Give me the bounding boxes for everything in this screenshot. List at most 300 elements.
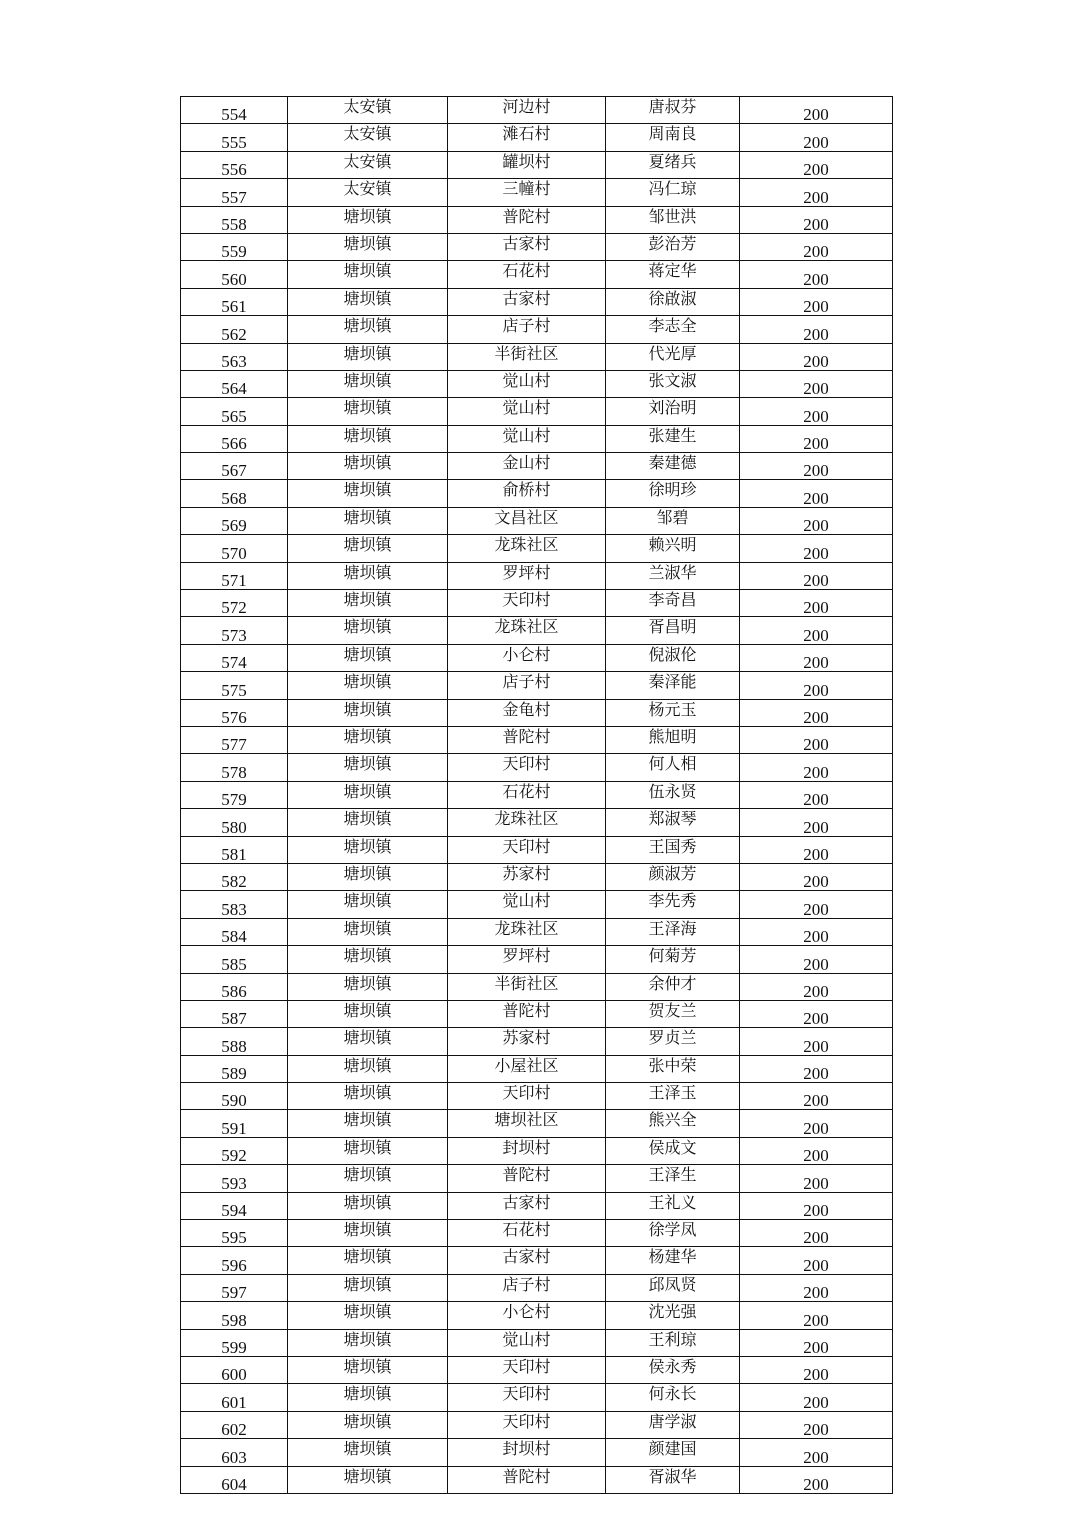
table-row — [181, 1274, 893, 1301]
amount-cell: 200 — [740, 699, 893, 726]
person-name-cell: 冯仁琼 — [606, 179, 740, 206]
village-cell: 天印村 — [448, 754, 606, 781]
town-cell: 太安镇 — [288, 151, 448, 178]
person-name-cell: 周南良 — [606, 124, 740, 151]
table-row — [181, 1028, 893, 1055]
row-number-cell: 569 — [181, 507, 288, 534]
village-cell: 普陀村 — [448, 206, 606, 233]
town-cell: 塘坝镇 — [288, 370, 448, 397]
amount-cell: 200 — [740, 453, 893, 480]
village-cell: 石花村 — [448, 781, 606, 808]
person-name-cell: 秦泽能 — [606, 672, 740, 699]
person-name-cell: 邹碧 — [606, 507, 740, 534]
amount-cell: 200 — [740, 398, 893, 425]
row-number-cell: 565 — [181, 398, 288, 425]
person-name-cell: 何人相 — [606, 754, 740, 781]
amount-cell: 200 — [740, 863, 893, 890]
village-cell: 觉山村 — [448, 425, 606, 452]
amount-cell: 200 — [740, 1165, 893, 1192]
row-number-cell: 604 — [181, 1466, 288, 1493]
amount-cell: 200 — [740, 261, 893, 288]
amount-cell: 200 — [740, 672, 893, 699]
village-cell: 石花村 — [448, 1220, 606, 1247]
person-name-cell: 李奇昌 — [606, 590, 740, 617]
table-row — [181, 1439, 893, 1466]
person-name-cell: 李先秀 — [606, 891, 740, 918]
town-cell: 塘坝镇 — [288, 1220, 448, 1247]
amount-cell: 200 — [740, 288, 893, 315]
amount-cell: 200 — [740, 179, 893, 206]
amount-cell: 200 — [740, 1274, 893, 1301]
person-name-cell: 唐学淑 — [606, 1411, 740, 1438]
table-row — [181, 425, 893, 452]
person-name-cell: 王泽生 — [606, 1165, 740, 1192]
amount-cell: 200 — [740, 617, 893, 644]
row-number-cell: 561 — [181, 288, 288, 315]
person-name-cell: 熊兴全 — [606, 1110, 740, 1137]
town-cell: 塘坝镇 — [288, 1439, 448, 1466]
row-number-cell: 580 — [181, 809, 288, 836]
person-name-cell: 徐明珍 — [606, 480, 740, 507]
row-number-cell: 577 — [181, 726, 288, 753]
row-number-cell: 558 — [181, 206, 288, 233]
row-number-cell: 568 — [181, 480, 288, 507]
amount-cell: 200 — [740, 644, 893, 671]
village-cell: 觉山村 — [448, 891, 606, 918]
table-row — [181, 124, 893, 151]
row-number-cell: 570 — [181, 535, 288, 562]
town-cell: 塘坝镇 — [288, 288, 448, 315]
amount-cell: 200 — [740, 836, 893, 863]
table-row — [181, 617, 893, 644]
village-cell: 半街社区 — [448, 973, 606, 1000]
person-name-cell: 王国秀 — [606, 836, 740, 863]
table-row — [181, 781, 893, 808]
town-cell: 塘坝镇 — [288, 946, 448, 973]
row-number-cell: 593 — [181, 1165, 288, 1192]
amount-cell: 200 — [740, 809, 893, 836]
row-number-cell: 555 — [181, 124, 288, 151]
row-number-cell: 576 — [181, 699, 288, 726]
person-name-cell: 唐叔芬 — [606, 97, 740, 124]
town-cell: 塘坝镇 — [288, 863, 448, 890]
amount-cell: 200 — [740, 781, 893, 808]
village-cell: 封坝村 — [448, 1137, 606, 1164]
row-number-cell: 554 — [181, 97, 288, 124]
town-cell: 塘坝镇 — [288, 1411, 448, 1438]
table-row — [181, 1165, 893, 1192]
person-name-cell: 邱凤贤 — [606, 1274, 740, 1301]
amount-cell: 200 — [740, 124, 893, 151]
person-name-cell: 颜淑芳 — [606, 863, 740, 890]
table-row — [181, 1302, 893, 1329]
village-cell: 觉山村 — [448, 370, 606, 397]
table-row — [181, 809, 893, 836]
village-cell: 石花村 — [448, 261, 606, 288]
person-name-cell: 赖兴明 — [606, 535, 740, 562]
table-row — [181, 918, 893, 945]
person-name-cell: 胥昌明 — [606, 617, 740, 644]
table-row — [181, 1192, 893, 1219]
amount-cell: 200 — [740, 233, 893, 260]
table-row — [181, 233, 893, 260]
amount-cell: 200 — [740, 1439, 893, 1466]
village-cell: 塘坝社区 — [448, 1110, 606, 1137]
town-cell: 塘坝镇 — [288, 754, 448, 781]
table-row — [181, 179, 893, 206]
person-name-cell: 郑淑琴 — [606, 809, 740, 836]
table-row — [181, 946, 893, 973]
amount-cell: 200 — [740, 946, 893, 973]
town-cell: 塘坝镇 — [288, 781, 448, 808]
amount-cell: 200 — [740, 316, 893, 343]
town-cell: 塘坝镇 — [288, 398, 448, 425]
person-name-cell: 兰淑华 — [606, 562, 740, 589]
person-name-cell: 蒋定华 — [606, 261, 740, 288]
town-cell: 塘坝镇 — [288, 1000, 448, 1027]
town-cell: 塘坝镇 — [288, 1083, 448, 1110]
village-cell: 普陀村 — [448, 1000, 606, 1027]
town-cell: 塘坝镇 — [288, 261, 448, 288]
town-cell: 塘坝镇 — [288, 590, 448, 617]
village-cell: 龙珠社区 — [448, 918, 606, 945]
town-cell: 塘坝镇 — [288, 1356, 448, 1383]
village-cell: 龙珠社区 — [448, 809, 606, 836]
amount-cell: 200 — [740, 1329, 893, 1356]
person-name-cell: 刘治明 — [606, 398, 740, 425]
town-cell: 塘坝镇 — [288, 973, 448, 1000]
amount-cell: 200 — [740, 754, 893, 781]
table-row — [181, 891, 893, 918]
village-cell: 古家村 — [448, 233, 606, 260]
table-row — [181, 836, 893, 863]
village-cell: 古家村 — [448, 288, 606, 315]
person-name-cell: 伍永贤 — [606, 781, 740, 808]
table-row — [181, 1220, 893, 1247]
amount-cell: 200 — [740, 562, 893, 589]
amount-cell: 200 — [740, 1384, 893, 1411]
village-cell: 龙珠社区 — [448, 535, 606, 562]
town-cell: 塘坝镇 — [288, 480, 448, 507]
village-cell: 河边村 — [448, 97, 606, 124]
row-number-cell: 588 — [181, 1028, 288, 1055]
town-cell: 塘坝镇 — [288, 343, 448, 370]
town-cell: 塘坝镇 — [288, 1110, 448, 1137]
village-cell: 文昌社区 — [448, 507, 606, 534]
table-row — [181, 398, 893, 425]
town-cell: 太安镇 — [288, 97, 448, 124]
town-cell: 塘坝镇 — [288, 918, 448, 945]
village-cell: 觉山村 — [448, 398, 606, 425]
village-cell: 罐坝村 — [448, 151, 606, 178]
row-number-cell: 598 — [181, 1302, 288, 1329]
town-cell: 塘坝镇 — [288, 644, 448, 671]
row-number-cell: 591 — [181, 1110, 288, 1137]
town-cell: 太安镇 — [288, 179, 448, 206]
row-number-cell: 582 — [181, 863, 288, 890]
town-cell: 塘坝镇 — [288, 672, 448, 699]
amount-cell: 200 — [740, 1356, 893, 1383]
person-name-cell: 代光厚 — [606, 343, 740, 370]
row-number-cell: 600 — [181, 1356, 288, 1383]
town-cell: 塘坝镇 — [288, 535, 448, 562]
town-cell: 塘坝镇 — [288, 1055, 448, 1082]
village-cell: 天印村 — [448, 1384, 606, 1411]
row-number-cell: 556 — [181, 151, 288, 178]
town-cell: 塘坝镇 — [288, 617, 448, 644]
person-name-cell: 沈光强 — [606, 1302, 740, 1329]
amount-cell: 200 — [740, 535, 893, 562]
table-row — [181, 1055, 893, 1082]
table-row — [181, 1000, 893, 1027]
amount-cell: 200 — [740, 1028, 893, 1055]
table-row — [181, 535, 893, 562]
amount-cell: 200 — [740, 1110, 893, 1137]
amount-cell: 200 — [740, 1192, 893, 1219]
row-number-cell: 599 — [181, 1329, 288, 1356]
town-cell: 塘坝镇 — [288, 1165, 448, 1192]
town-cell: 塘坝镇 — [288, 1302, 448, 1329]
table-row — [181, 206, 893, 233]
village-cell: 普陀村 — [448, 1165, 606, 1192]
town-cell: 塘坝镇 — [288, 1466, 448, 1493]
village-cell: 古家村 — [448, 1192, 606, 1219]
town-cell: 塘坝镇 — [288, 1192, 448, 1219]
row-number-cell: 596 — [181, 1247, 288, 1274]
amount-cell: 200 — [740, 343, 893, 370]
town-cell: 塘坝镇 — [288, 233, 448, 260]
table-row — [181, 644, 893, 671]
village-cell: 店子村 — [448, 1274, 606, 1301]
amount-cell: 200 — [740, 151, 893, 178]
town-cell: 塘坝镇 — [288, 1329, 448, 1356]
person-name-cell: 张文淑 — [606, 370, 740, 397]
table-row — [181, 288, 893, 315]
town-cell: 塘坝镇 — [288, 726, 448, 753]
table-row — [181, 973, 893, 1000]
town-cell: 塘坝镇 — [288, 836, 448, 863]
town-cell: 塘坝镇 — [288, 1137, 448, 1164]
person-name-cell: 余仲才 — [606, 973, 740, 1000]
table-row — [181, 1411, 893, 1438]
row-number-cell: 584 — [181, 918, 288, 945]
village-cell: 天印村 — [448, 1083, 606, 1110]
person-name-cell: 杨元玉 — [606, 699, 740, 726]
row-number-cell: 564 — [181, 370, 288, 397]
town-cell: 塘坝镇 — [288, 891, 448, 918]
town-cell: 太安镇 — [288, 124, 448, 151]
person-name-cell: 王礼义 — [606, 1192, 740, 1219]
village-cell: 罗坪村 — [448, 946, 606, 973]
row-number-cell: 583 — [181, 891, 288, 918]
village-cell: 古家村 — [448, 1247, 606, 1274]
amount-cell: 200 — [740, 1137, 893, 1164]
village-cell: 俞桥村 — [448, 480, 606, 507]
village-cell: 苏家村 — [448, 863, 606, 890]
table-row — [181, 151, 893, 178]
row-number-cell: 601 — [181, 1384, 288, 1411]
town-cell: 塘坝镇 — [288, 507, 448, 534]
town-cell: 塘坝镇 — [288, 453, 448, 480]
table-row — [181, 699, 893, 726]
town-cell: 塘坝镇 — [288, 1028, 448, 1055]
table-row — [181, 1110, 893, 1137]
village-cell: 普陀村 — [448, 726, 606, 753]
row-number-cell: 586 — [181, 973, 288, 1000]
row-number-cell: 590 — [181, 1083, 288, 1110]
amount-cell: 200 — [740, 1000, 893, 1027]
row-number-cell: 585 — [181, 946, 288, 973]
town-cell: 塘坝镇 — [288, 1247, 448, 1274]
amount-cell: 200 — [740, 590, 893, 617]
table-row — [181, 1329, 893, 1356]
row-number-cell: 595 — [181, 1220, 288, 1247]
person-name-cell: 杨建华 — [606, 1247, 740, 1274]
village-cell: 金山村 — [448, 453, 606, 480]
table-row — [181, 480, 893, 507]
person-name-cell: 侯永秀 — [606, 1356, 740, 1383]
amount-cell: 200 — [740, 507, 893, 534]
person-name-cell: 胥淑华 — [606, 1466, 740, 1493]
table-row — [181, 590, 893, 617]
table-row — [181, 261, 893, 288]
table-row — [181, 1356, 893, 1383]
person-name-cell: 徐啟淑 — [606, 288, 740, 315]
village-cell: 苏家村 — [448, 1028, 606, 1055]
table-row — [181, 453, 893, 480]
row-number-cell: 563 — [181, 343, 288, 370]
person-name-cell: 张建生 — [606, 425, 740, 452]
person-name-cell: 夏绪兵 — [606, 151, 740, 178]
row-number-cell: 602 — [181, 1411, 288, 1438]
table-row — [181, 507, 893, 534]
table-row — [181, 726, 893, 753]
person-name-cell: 罗贞兰 — [606, 1028, 740, 1055]
person-name-cell: 侯成文 — [606, 1137, 740, 1164]
town-cell: 塘坝镇 — [288, 316, 448, 343]
village-cell: 小屋社区 — [448, 1055, 606, 1082]
row-number-cell: 559 — [181, 233, 288, 260]
person-name-cell: 李志全 — [606, 316, 740, 343]
person-name-cell: 彭治芳 — [606, 233, 740, 260]
row-number-cell: 581 — [181, 836, 288, 863]
amount-cell: 200 — [740, 1247, 893, 1274]
amount-cell: 200 — [740, 1411, 893, 1438]
village-cell: 店子村 — [448, 672, 606, 699]
amount-cell: 200 — [740, 425, 893, 452]
table-row — [181, 1466, 893, 1493]
village-cell: 金龟村 — [448, 699, 606, 726]
person-name-cell: 王泽海 — [606, 918, 740, 945]
amount-cell: 200 — [740, 206, 893, 233]
town-cell: 塘坝镇 — [288, 1274, 448, 1301]
person-name-cell: 颜建国 — [606, 1439, 740, 1466]
village-cell: 天印村 — [448, 1356, 606, 1383]
row-number-cell: 603 — [181, 1439, 288, 1466]
town-cell: 塘坝镇 — [288, 425, 448, 452]
town-cell: 塘坝镇 — [288, 206, 448, 233]
row-number-cell: 571 — [181, 562, 288, 589]
amount-cell: 200 — [740, 97, 893, 124]
amount-cell: 200 — [740, 1083, 893, 1110]
person-name-cell: 贺友兰 — [606, 1000, 740, 1027]
table-row — [181, 863, 893, 890]
amount-cell: 200 — [740, 891, 893, 918]
village-cell: 天印村 — [448, 1411, 606, 1438]
town-cell: 塘坝镇 — [288, 562, 448, 589]
village-cell: 店子村 — [448, 316, 606, 343]
person-name-cell: 王利琼 — [606, 1329, 740, 1356]
row-number-cell: 597 — [181, 1274, 288, 1301]
amount-cell: 200 — [740, 1302, 893, 1329]
amount-cell: 200 — [740, 918, 893, 945]
table-row — [181, 1384, 893, 1411]
village-cell: 天印村 — [448, 590, 606, 617]
person-name-cell: 王泽玉 — [606, 1083, 740, 1110]
subsidy-list-table — [180, 96, 893, 1494]
row-number-cell: 589 — [181, 1055, 288, 1082]
person-name-cell: 何永长 — [606, 1384, 740, 1411]
village-cell: 龙珠社区 — [448, 617, 606, 644]
amount-cell: 200 — [740, 726, 893, 753]
town-cell: 塘坝镇 — [288, 1384, 448, 1411]
village-cell: 小仑村 — [448, 1302, 606, 1329]
village-cell: 小仑村 — [448, 644, 606, 671]
amount-cell: 200 — [740, 1055, 893, 1082]
row-number-cell: 573 — [181, 617, 288, 644]
row-number-cell: 578 — [181, 754, 288, 781]
amount-cell: 200 — [740, 370, 893, 397]
row-number-cell: 587 — [181, 1000, 288, 1027]
table-row — [181, 1247, 893, 1274]
row-number-cell: 594 — [181, 1192, 288, 1219]
village-cell: 封坝村 — [448, 1439, 606, 1466]
amount-cell: 200 — [740, 973, 893, 1000]
table-row — [181, 754, 893, 781]
village-cell: 滩石村 — [448, 124, 606, 151]
amount-cell: 200 — [740, 1466, 893, 1493]
table-row — [181, 562, 893, 589]
row-number-cell: 557 — [181, 179, 288, 206]
person-name-cell: 倪淑伦 — [606, 644, 740, 671]
village-cell: 觉山村 — [448, 1329, 606, 1356]
village-cell: 三幢村 — [448, 179, 606, 206]
person-name-cell: 秦建德 — [606, 453, 740, 480]
table-row — [181, 1083, 893, 1110]
table-row — [181, 343, 893, 370]
village-cell: 罗坪村 — [448, 562, 606, 589]
table-row — [181, 316, 893, 343]
table-row — [181, 672, 893, 699]
row-number-cell: 592 — [181, 1137, 288, 1164]
row-number-cell: 560 — [181, 261, 288, 288]
village-cell: 普陀村 — [448, 1466, 606, 1493]
village-cell: 天印村 — [448, 836, 606, 863]
table-row — [181, 370, 893, 397]
row-number-cell: 574 — [181, 644, 288, 671]
table-row — [181, 1137, 893, 1164]
row-number-cell: 572 — [181, 590, 288, 617]
person-name-cell: 何菊芳 — [606, 946, 740, 973]
person-name-cell: 邹世洪 — [606, 206, 740, 233]
amount-cell: 200 — [740, 1220, 893, 1247]
row-number-cell: 579 — [181, 781, 288, 808]
row-number-cell: 562 — [181, 316, 288, 343]
row-number-cell: 567 — [181, 453, 288, 480]
town-cell: 塘坝镇 — [288, 699, 448, 726]
person-name-cell: 熊旭明 — [606, 726, 740, 753]
table-row — [181, 97, 893, 124]
